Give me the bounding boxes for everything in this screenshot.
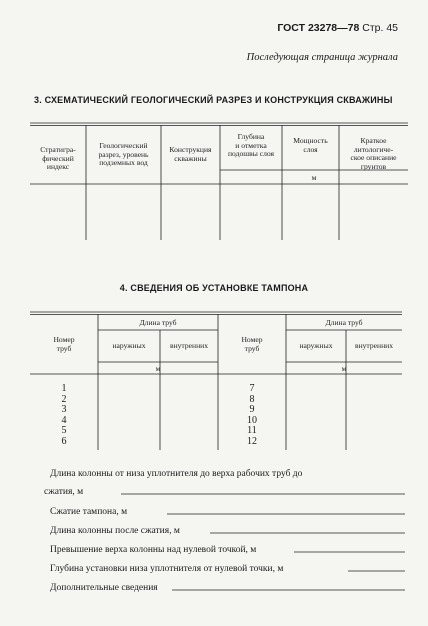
column-lithological-description: Краткое литологиче- ское описание грунтов — [350, 136, 397, 171]
column-layer-thickness: Мощность слоя — [293, 136, 328, 154]
list-item: 4 — [61, 414, 67, 426]
column-well-construction: Конструкция скважины — [169, 145, 212, 163]
field-compression-label: сжатия, м — [44, 487, 84, 497]
pipe-numbers-left — [30, 384, 98, 447]
unit-label-left: м — [155, 364, 161, 373]
page-subtitle: Последующая страница журнала — [246, 52, 398, 63]
field-additional-info: Дополнительные сведения — [50, 583, 158, 593]
pipe-number-header-right: Номер труб — [241, 335, 263, 353]
list-item: 7 — [249, 383, 255, 394]
column-stratigraphic-index: Стратигра- фический индекс — [40, 145, 76, 172]
list-item: 11 — [247, 425, 257, 436]
section4-title: 4. СВЕДЕНИЯ ОБ УСТАНОВКЕ ТАМПОНА — [119, 283, 309, 293]
list-item: 2 — [61, 393, 67, 405]
pipe-length-header-left: Длина труб — [139, 318, 177, 327]
list-item: 9 — [249, 404, 255, 415]
list-item: 6 — [61, 435, 67, 447]
inner-header-left: внутренних — [169, 341, 208, 350]
outer-header-left: наружных — [112, 341, 146, 350]
list-item: 12 — [247, 435, 257, 447]
pipe-length-header-right: Длина труб — [325, 318, 363, 327]
unit-label-right: м — [341, 364, 347, 373]
pipe-numbers-right — [218, 384, 286, 447]
list-item: 5 — [61, 425, 67, 436]
list-item: 1 — [61, 383, 67, 394]
standard-number: ГОСТ 23278—78 — [277, 22, 360, 34]
list-item: 8 — [249, 393, 255, 405]
list-item: 10 — [247, 414, 257, 426]
field-column-length-before: Длина колонны от низа уплотнителя до верха рабочих труб до — [50, 469, 303, 479]
section3-title: 3. СХЕМАТИЧЕСКИЙ ГЕОЛОГИЧЕСКИЙ РАЗРЕЗ И КОНСТРУКЦИЯ СКВАЖИНЫ — [34, 95, 393, 105]
field-tampon-compression: Сжатие тампона, м — [50, 507, 128, 517]
page-number: Стр. 45 — [362, 22, 398, 34]
outer-header-right: наружных — [299, 341, 333, 350]
column-geological-section: Геологический разрез, уровень подземных вод — [98, 141, 149, 168]
field-column-top-excess: Превышение верха колонны над нулевой точкой, м — [50, 545, 257, 555]
pipe-number-header-left: Номер труб — [53, 335, 75, 353]
inner-header-right: внутренних — [354, 341, 393, 350]
list-item: 3 — [61, 404, 67, 415]
field-column-length-after: Длина колонны после сжатия, м — [50, 526, 180, 536]
unit-label: м — [311, 173, 317, 182]
field-sealer-depth: Глубина установки низа уплотнителя от нулевой точки, м — [50, 564, 284, 574]
column-depth-and-mark: Глубина и отметка подошвы слоя — [227, 132, 275, 159]
